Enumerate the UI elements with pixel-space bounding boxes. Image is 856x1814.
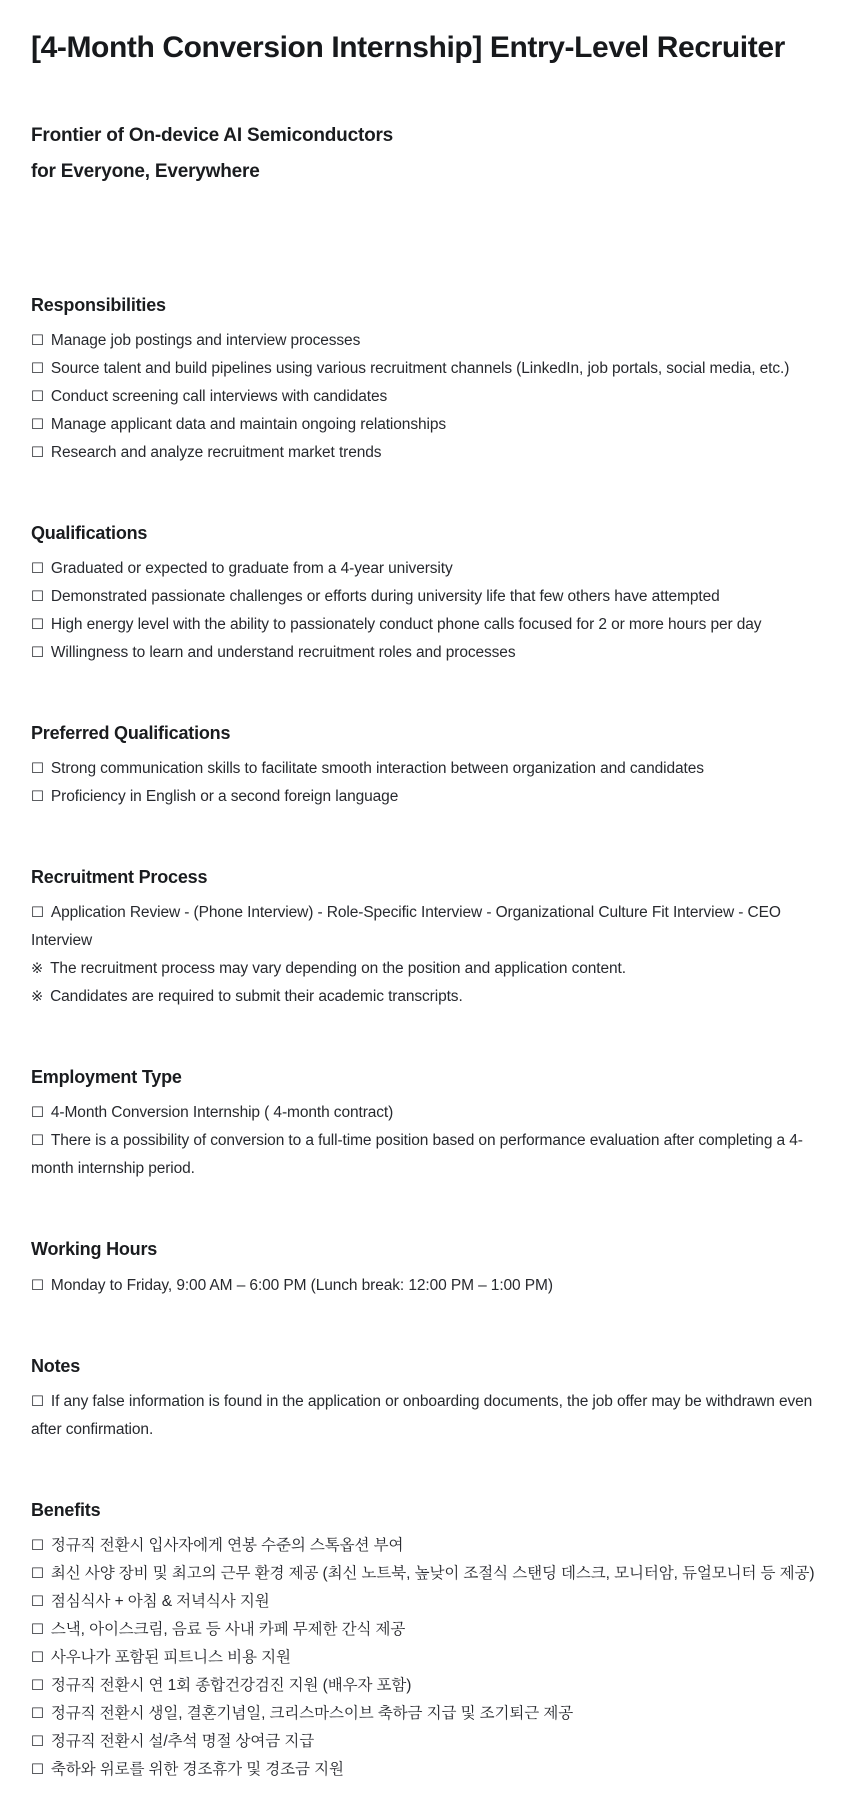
list-item-text: 스낵, 아이스크림, 음료 등 사내 카페 무제한 간식 제공 (50, 1621, 406, 1639)
section-working-hours (31, 1237, 825, 1299)
section-heading-notes: Notes (31, 1355, 81, 1376)
sections-container (31, 293, 825, 1785)
checkbox-icon: ☐ (31, 616, 44, 633)
checkbox-icon: ☐ (31, 1622, 44, 1639)
list-item (31, 1616, 825, 1644)
list-item (31, 983, 825, 1011)
section-items (31, 555, 825, 667)
list-item (31, 611, 825, 639)
list-item-text: Graduated or expected to graduate from a 4-year university (50, 559, 453, 577)
section-recruitment-process (31, 865, 825, 1011)
section-heading-qualifications: Qualifications (31, 522, 148, 543)
section-responsibilities (31, 293, 825, 467)
list-item-text: Strong communication skills to facilitate smooth interaction between organization and candidates (50, 760, 704, 778)
checkbox-icon: ☐ (31, 360, 44, 377)
list-item-text: Manage applicant data and maintain ongoing relationships (50, 415, 447, 433)
section-notes (31, 1354, 825, 1444)
section-items (31, 755, 825, 811)
subtitle-line-2: for Everyone, Everywhere (31, 161, 260, 183)
list-item (31, 1756, 825, 1784)
checkbox-icon: ☐ (31, 560, 44, 577)
list-item (31, 1532, 825, 1560)
checkbox-icon: ☐ (31, 1566, 44, 1583)
checkbox-icon: ☐ (31, 1105, 44, 1122)
checkbox-icon: ☐ (31, 761, 44, 778)
list-item (31, 1560, 825, 1588)
list-item-text: 정규직 전환시 연 1회 종합건강검진 지원 (배우자 포함) (50, 1677, 412, 1695)
list-item-text: 점심식사 + 아침 & 저녁식사 지원 (50, 1593, 270, 1611)
list-item-text: The recruitment process may vary depending on the position and application content. (50, 960, 626, 978)
list-item (31, 1127, 825, 1183)
list-item-text: 정규직 전환시 입사자에게 연봉 수준의 스톡옵션 부여 (50, 1537, 404, 1555)
list-item (31, 327, 825, 355)
list-item (31, 1272, 825, 1300)
section-qualifications (31, 521, 825, 667)
list-item-text: Manage job postings and interview processes (50, 331, 361, 349)
checkbox-icon: ☐ (31, 332, 44, 349)
section-items (31, 1388, 825, 1444)
list-item (31, 955, 825, 983)
list-item-text: Source talent and build pipelines using various recruitment channels (LinkedIn, job portals, social media, etc.) (50, 359, 790, 377)
section-heading-employment-type: Employment Type (31, 1067, 182, 1088)
list-item (31, 1644, 825, 1672)
section-employment-type (31, 1065, 825, 1183)
list-item-text: Conduct screening call interviews with candidates (50, 387, 388, 405)
section-items (31, 1099, 825, 1183)
checkbox-icon: ☐ (31, 789, 44, 806)
checkbox-icon: ☐ (31, 905, 44, 922)
section-preferred-qualifications (31, 721, 825, 811)
list-item (31, 355, 825, 383)
list-item-text: There is a possibility of conversion to a full-time position based on performance evaluation after completing a 4-month internship period. (31, 1132, 803, 1178)
list-item (31, 1588, 825, 1616)
checkbox-icon: ☐ (31, 416, 44, 433)
list-item-text: Research and analyze recruitment market trends (50, 443, 382, 461)
list-item-text: 정규직 전환시 생일, 결혼기념일, 크리스마스이브 축하금 지급 및 조기퇴근 제공 (50, 1705, 574, 1723)
list-item-text: Willingness to learn and understand recruitment roles and processes (50, 643, 516, 661)
list-item (31, 639, 825, 667)
section-heading-preferred-qualifications: Preferred Qualifications (31, 722, 231, 743)
list-item-text: 축하와 위로를 위한 경조휴가 및 경조금 지원 (50, 1761, 344, 1779)
section-heading-benefits: Benefits (31, 1499, 101, 1520)
checkbox-icon: ☐ (31, 1277, 44, 1294)
section-heading-responsibilities: Responsibilities (31, 294, 166, 315)
list-item-text: Monday to Friday, 9:00 AM – 6:00 PM (Lunch break: 12:00 PM – 1:00 PM) (50, 1276, 553, 1294)
list-item (31, 555, 825, 583)
list-item (31, 583, 825, 611)
checkbox-icon: ☐ (31, 1734, 44, 1751)
list-item-text: 최신 사양 장비 및 최고의 근무 환경 제공 (최신 노트북, 높낮이 조절식 스탠딩 데스크, 모니터암, 듀얼모니터 등 제공) (50, 1565, 815, 1583)
section-items (31, 327, 825, 467)
section-heading-recruitment-process: Recruitment Process (31, 867, 208, 888)
page-title: [4-Month Conversion Internship] Entry-Level Recruiter (31, 31, 785, 64)
section-items (31, 1532, 825, 1784)
list-item (31, 783, 825, 811)
list-item-text: Demonstrated passionate challenges or efforts during university life that few others have attempted (50, 587, 720, 605)
list-item-text: High energy level with the ability to passionately conduct phone calls focused for 2 or more hours per day (50, 615, 762, 633)
subtitle-line-1: Frontier of On-device AI Semiconductors (31, 124, 394, 146)
list-item-text: If any false information is found in the application or onboarding documents, the job offer may be withdrawn even after confirmation. (31, 1392, 813, 1438)
list-item-text: 4-Month Conversion Internship ( 4-month contract) (50, 1104, 394, 1122)
list-item (31, 1388, 825, 1444)
checkbox-icon: ☐ (31, 1650, 44, 1667)
list-item (31, 411, 825, 439)
list-item-text: Application Review - (Phone Interview) - Role-Specific Interview - Organizational Culture Fit Interview - CEO Interview (31, 904, 781, 950)
checkbox-icon: ☐ (31, 1762, 44, 1779)
checkbox-icon: ☐ (31, 1706, 44, 1723)
list-item-text: 사우나가 포함된 피트니스 비용 지원 (50, 1649, 291, 1667)
list-item-text: Candidates are required to submit their academic transcripts. (50, 988, 463, 1006)
list-item (31, 1672, 825, 1700)
checkbox-icon: ☐ (31, 588, 44, 605)
reference-mark-icon: ※ (31, 961, 44, 978)
page-subtitle (31, 118, 825, 191)
list-item-text: Proficiency in English or a second foreign language (50, 788, 399, 806)
list-item (31, 1700, 825, 1728)
checkbox-icon: ☐ (31, 1678, 44, 1695)
reference-mark-icon: ※ (31, 989, 44, 1006)
section-items (31, 899, 825, 1011)
checkbox-icon: ☐ (31, 388, 44, 405)
checkbox-icon: ☐ (31, 1393, 44, 1410)
list-item (31, 755, 825, 783)
section-heading-working-hours: Working Hours (31, 1239, 158, 1260)
checkbox-icon: ☐ (31, 1594, 44, 1611)
list-item (31, 439, 825, 467)
list-item-text: 정규직 전환시 설/추석 명절 상여금 지급 (50, 1733, 315, 1751)
section-benefits (31, 1498, 825, 1784)
list-item (31, 899, 825, 955)
checkbox-icon: ☐ (31, 1133, 44, 1150)
checkbox-icon: ☐ (31, 644, 44, 661)
list-item (31, 1099, 825, 1127)
checkbox-icon: ☐ (31, 1538, 44, 1555)
section-items (31, 1272, 825, 1300)
list-item (31, 1728, 825, 1756)
list-item (31, 383, 825, 411)
checkbox-icon: ☐ (31, 444, 44, 461)
